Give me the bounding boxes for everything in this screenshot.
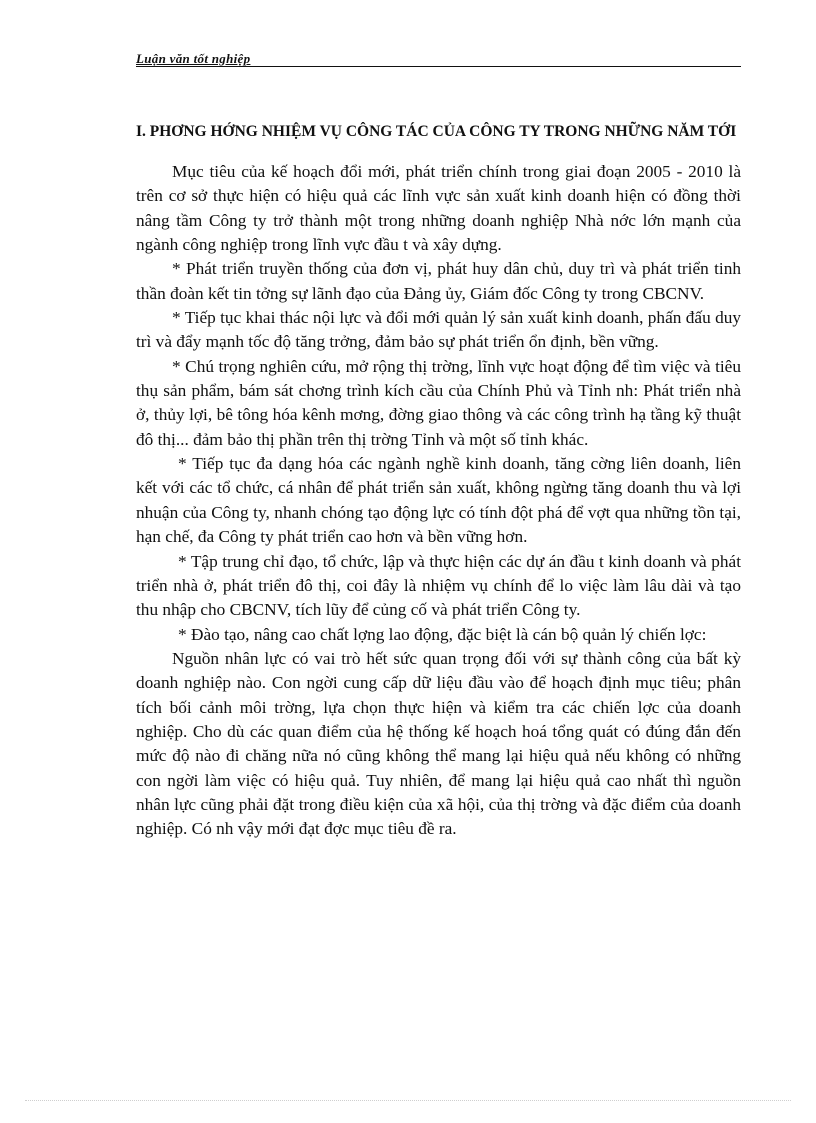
- running-header: [136, 52, 741, 67]
- paragraph-market-research: * Chú trọng nghiên cứu, mở rộng thị trờng, lĩnh vực hoạt động để tìm việc và tiêu thụ sản phẩm, bám sát chơng trình kích cầu của Chính Phủ và Tỉnh nh: Phát triển nhà ở, thủy lợi, bê tông hóa kênh mơng, đờng giao thông và các công trình hạ tầng kỹ thuật đô thị... đảm bảo thị phần trên thị trờng Tỉnh và một số tỉnh khác.: [136, 356, 741, 449]
- document-body: [136, 160, 741, 842]
- paragraph-diversification: * Tiếp tục đa dạng hóa các ngành nghề kinh doanh, tăng cờng liên doanh, liên kết với các tổ chức, cá nhân để phát triển sản xuất, không ngừng tăng doanh thu và lợi nhuận của Công ty, nhanh chóng tạo động lực có tính đột phá để vợt qua những tồn tại, hạn chế, đa Công ty phát triển cao hơn và bền vững hơn.: [136, 454, 741, 547]
- paragraph-internal-resources: * Tiếp tục khai thác nội lực và đổi mới quản lý sản xuất kinh doanh, phấn đấu duy trì và đẩy mạnh tốc độ tăng trởng, đảm bảo sự phát triển ổn định, bền vững.: [136, 308, 741, 352]
- paragraph-tradition: * Phát triển truyền thống của đơn vị, phát huy dân chủ, duy trì và phát triển tinh thần đoàn kết tin tởng sự lãnh đạo của Đảng ủy, Giám đốc Công ty trong CBCNV.: [136, 259, 741, 303]
- running-title: Luận văn tốt nghiệp: [136, 51, 251, 66]
- paragraph-human-resources: Nguồn nhân lực có vai trò hết sức quan trọng đối với sự thành công của bất kỳ doanh nghiệp nào. Con ngời cung cấp dữ liệu đầu vào để hoạch định mục tiêu; phân tích bối cảnh môi trờng, lựa chọn thực hiện và kiểm tra các chiến lợc của doanh nghiệp. Cho dù các quan điểm của hệ thống kế hoạch hoá tổng quát có đúng đắn đến mức độ nào đi chăng nữa nó cũng không thể mang lại hiệu quả nếu không có những con ngời làm việc có hiệu quả. Tuy nhiên, để mang lại hiệu quả cao nhất thì nguồn nhân lực cũng phải đặt trong điều kiện của xã hội, của thị trờng và đặc điểm của doanh nghiệp. Có nh vậy mới đạt đợc mục tiêu đề ra.: [136, 648, 741, 839]
- section-heading: I. PHƠNG HỚNG NHIỆM VỤ CÔNG TÁC CỦA CÔNG TY TRONG NHỮNG NĂM TỚI: [136, 123, 737, 140]
- paragraph-investment-projects: * Tập trung chỉ đạo, tổ chức, lập và thực hiện các dự án đầu t kinh doanh và phát triển nhà ở, phát triển đô thị, coi đây là nhiệm vụ chính để lo việc làm lâu dài và tạo thu nhập cho CBCNV, tích lũy để củng cố và phát triển Công ty.: [136, 551, 741, 620]
- paragraph-objective: Mục tiêu của kế hoạch đổi mới, phát triển chính trong giai đoạn 2005 - 2010 là trên cơ sở thực hiện có hiệu quả các lĩnh vực sản xuất kinh doanh hiện có đồng thời nâng tầm Công ty trở thành một trong những doanh nghiệp Nhà nớc lớn mạnh của ngành công nghiệp trong lĩnh vực đầu t và xây dựng.: [136, 162, 741, 255]
- paragraph-training: * Đào tạo, nâng cao chất lợng lao động, đặc biệt là cán bộ quản lý chiến lợc:: [178, 624, 707, 644]
- page-bottom-divider: [25, 1100, 791, 1101]
